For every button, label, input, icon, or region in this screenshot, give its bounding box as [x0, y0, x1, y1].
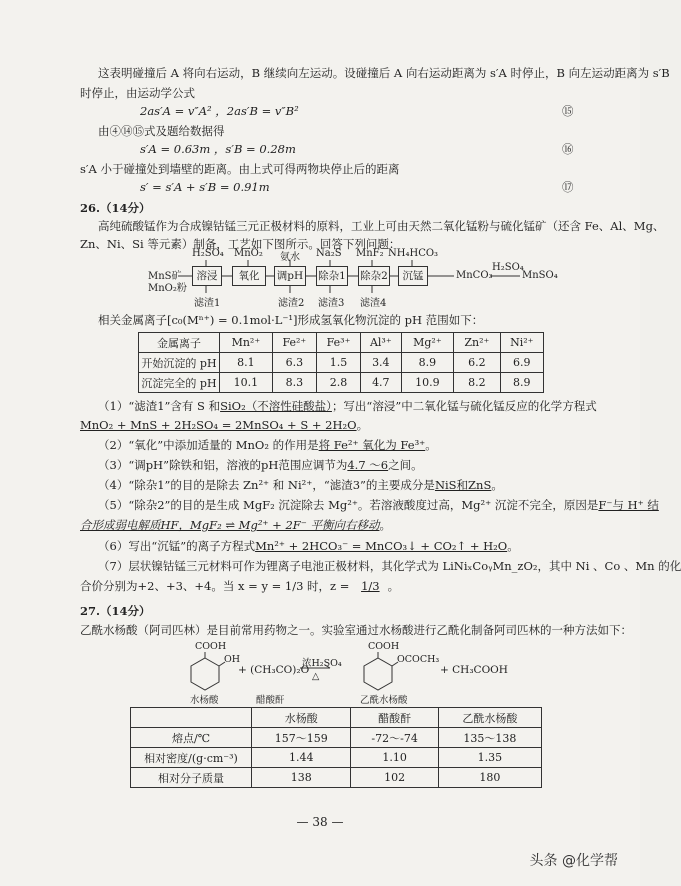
answer-text: （2）“氧化”中添加适量的 MnO₂ 的作用是: [98, 438, 319, 452]
watermark: 头条 @化学帮: [529, 853, 618, 869]
table-cell: Fe³⁺: [316, 333, 360, 353]
answer-fill: F⁻与 H⁺ 结: [598, 498, 659, 512]
question-heading: 27.（14分）: [80, 604, 151, 618]
table-cell: 沉淀完全的 pH: [139, 373, 220, 393]
answer-fill: Mn²⁺ + 2HCO₃⁻ = MnCO₃↓ + CO₂↑ + H₂O: [255, 539, 508, 553]
molecule-label: OCOCH₃: [397, 654, 440, 665]
text-line: 相关金属离子[c₀(Mⁿ⁺) = 0.1mol·L⁻¹]形成氢氧化物沉淀的 pH 范围如下：: [98, 313, 484, 327]
answer-text: （1）“滤渣1”含有 S 和: [98, 399, 221, 413]
table-cell: 相对密度/(g·cm⁻³): [131, 748, 252, 768]
table-cell: 6.9: [500, 353, 544, 373]
raw-material-2: MnO₂粉: [148, 283, 187, 294]
table-cell: Mg²⁺: [401, 333, 454, 353]
table-cell: 1.44: [252, 748, 351, 768]
reaction-condition: 浓H₂SO₄: [302, 658, 342, 669]
compound-name: 乙酰水杨酸: [360, 695, 408, 706]
residue-label: 滤渣1: [194, 298, 221, 309]
answer-text: 。: [356, 418, 369, 432]
step-box-adjust-ph: 调pH: [274, 266, 306, 286]
answer-text: 。: [379, 518, 391, 532]
equation-number: ⑯: [562, 142, 574, 156]
answer-text: （5）“除杂2”的目的是生成 MgF₂ 沉淀除去 Mg²⁺。若溶液酸度过高，Mg²⁺ 沉淀不完全，原因是: [98, 498, 599, 512]
molecule-label: COOH: [195, 641, 227, 652]
reagent-formula: + (CH₃CO)₂O: [238, 664, 310, 676]
properties-table: [130, 707, 542, 788]
table-cell: 相对分子质量: [131, 768, 252, 788]
text-line: 高纯硫酸锰作为合成镍钴锰三元正极材料的原料，工业上可由天然二氧化锰粉与硫化锰矿（还含 Fe、Al、Mg、: [98, 219, 665, 233]
answer-text: 。: [491, 478, 503, 492]
table-cell: 水杨酸: [252, 708, 351, 728]
answer-fill: 4.7 ～6: [347, 458, 389, 472]
answer-fill: 合形成弱电解质HF，MgF₂ ⇌ Mg²⁺ + 2F⁻ 平衡向右移动: [80, 518, 380, 532]
table-cell: 4.7: [361, 373, 401, 393]
step-box-purify-2: 除杂2: [358, 266, 390, 286]
table-header-row: [131, 708, 542, 728]
table-cell: 1.35: [438, 748, 541, 768]
compound-name: 醋酸酐: [256, 695, 285, 706]
table-cell: 180: [438, 768, 541, 788]
answer-text: （3）“调pH”除铁和铝，溶液的pH范围应调节为: [98, 458, 348, 472]
reaction-condition: △: [312, 671, 320, 682]
table-cell: 8.9: [401, 353, 454, 373]
text-line: Zn、Ni、Si 等元素）制备，工艺如下图所示。回答下列问题：: [80, 237, 401, 251]
table-cell: 8.3: [272, 373, 316, 393]
answer-text: （4）“除杂1”的目的是除去 Zn²⁺ 和 Ni²⁺，“滤渣3”的主要成分是: [98, 478, 435, 492]
reagent-label: MnO₂: [234, 248, 263, 259]
table-cell: Fe²⁺: [272, 333, 316, 353]
final-product: MnSO₄: [522, 270, 558, 281]
answer-fill: 1/3: [361, 579, 380, 593]
table-cell: 醋酸酐: [351, 708, 438, 728]
table-cell: 6.3: [272, 353, 316, 373]
table-cell: 1.5: [316, 353, 360, 373]
table-cell: Ni²⁺: [500, 333, 544, 353]
text-line: 乙酰水杨酸（阿司匹林）是目前常用药物之一。实验室通过水杨酸进行乙酰化制备阿司匹林的一种方法如下：: [80, 623, 632, 637]
table-cell: 157～159: [252, 728, 351, 748]
molecule-label: COOH: [368, 641, 400, 652]
table-cell: 2.8: [316, 373, 360, 393]
reagent-label: H₂SO₄: [492, 262, 524, 273]
answer-line-7: （7）层状镍钴锰三元材料可作为锂离子电池正极材料，其化学式为 LiNiₓCoᵧMn_zO₂，其中 Ni 、Co 、Mn 的化: [98, 559, 681, 573]
compound-name: 水杨酸: [190, 695, 219, 706]
table-cell: 8.2: [454, 373, 500, 393]
reagent-label: H₂SO₄: [192, 248, 224, 259]
table-cell: Zn²⁺: [454, 333, 500, 353]
table-row: [131, 768, 542, 788]
answer-fill: NiS和ZnS: [434, 478, 492, 492]
table-cell: 135～138: [438, 728, 541, 748]
table-cell: 乙酰水杨酸: [438, 708, 541, 728]
table-cell: 1.10: [351, 748, 438, 768]
formula-line: s′ = s′A + s′B = 0.91m: [140, 180, 270, 194]
step-box-oxidation: 氧化: [232, 266, 266, 286]
answer-text: （6）写出“沉锰”的离子方程式: [98, 539, 256, 553]
table-cell: 8.9: [500, 373, 544, 393]
answer-text: 。: [507, 539, 519, 553]
reagent-label: NH₄HCO₃: [388, 248, 439, 259]
table-cell: Mn²⁺: [220, 333, 273, 353]
text-line: 时停止，由运动学公式: [80, 86, 195, 100]
table-cell: 138: [252, 768, 351, 788]
table-cell: Al³⁺: [361, 333, 401, 353]
formula-line: s′A = 0.63m ，s′B = 0.28m: [140, 142, 296, 156]
table-cell: 10.9: [401, 373, 454, 393]
residue-label: 滤渣3: [318, 298, 345, 309]
table-row: [131, 728, 542, 748]
answer-fill: 将 Fe²⁺ 氧化为 Fe³⁺: [318, 438, 426, 452]
answer-text: 。: [387, 579, 400, 593]
raw-material-1: MnS矿: [148, 271, 182, 282]
answer-fill: SiO₂（不溶性硅酸盐）: [220, 399, 332, 413]
step-box-purify-1: 除杂1: [316, 266, 348, 286]
molecule-label: OH: [224, 654, 241, 665]
product-formula: + CH₃COOH: [440, 664, 508, 676]
answer-fill: MnO₂ + MnS + 2H₂SO₄ = 2MnSO₄ + S + 2H₂O: [80, 418, 357, 432]
table-cell: 熔点/℃: [131, 728, 252, 748]
answer-text: 合价分别为+2、+3、+4。当 x = y = 1/3 时，z =: [80, 579, 350, 593]
table-cell: [131, 708, 252, 728]
table-cell: 6.2: [454, 353, 500, 373]
table-row: [131, 748, 542, 768]
step-box-leaching: 溶浸: [192, 266, 222, 286]
residue-label: 滤渣2: [278, 298, 305, 309]
step-box-precipitate-mn: 沉锰: [398, 266, 428, 286]
table-cell: 金属离子: [139, 333, 220, 353]
text-line: 由④⑭⑮式及题给数据得: [98, 124, 225, 138]
text-line: s′A 小于碰撞处到墙壁的距离。由上式可得两物块停止后的距离: [80, 162, 400, 176]
answer-text: 。: [425, 438, 437, 452]
equation-number: ⑮: [562, 104, 574, 118]
table-cell: 102: [351, 768, 438, 788]
answer-text: 之间。: [388, 458, 423, 472]
table-cell: 10.1: [220, 373, 273, 393]
intermediate-product: MnCO₃: [456, 270, 493, 281]
table-cell: 3.4: [361, 353, 401, 373]
table-cell: 8.1: [220, 353, 273, 373]
equation-number: ⑰: [562, 180, 574, 194]
table-cell: -72～-74: [351, 728, 438, 748]
table-cell: 开始沉淀的 pH: [139, 353, 220, 373]
reagent-label: MnF₂: [356, 248, 384, 259]
residue-label: 滤渣4: [360, 298, 387, 309]
answer-text: ；写出“溶浸”中二氧化锰与硫化锰反应的化学方程式: [331, 399, 597, 413]
page-number: — 38 —: [296, 815, 344, 829]
reagent-label: Na₂S: [316, 248, 342, 259]
question-heading: 26.（14分）: [80, 201, 151, 215]
text-line: 这表明碰撞后 A 将向右运动，B 继续向左运动。设碰撞后 A 向右运动距离为 s′A 时停止，B 向左运动距离为 s′B: [98, 66, 670, 80]
formula-line: 2as′A = v″A² ，2as′B = v″B²: [140, 104, 299, 118]
reagent-label: 氨水: [280, 252, 300, 263]
